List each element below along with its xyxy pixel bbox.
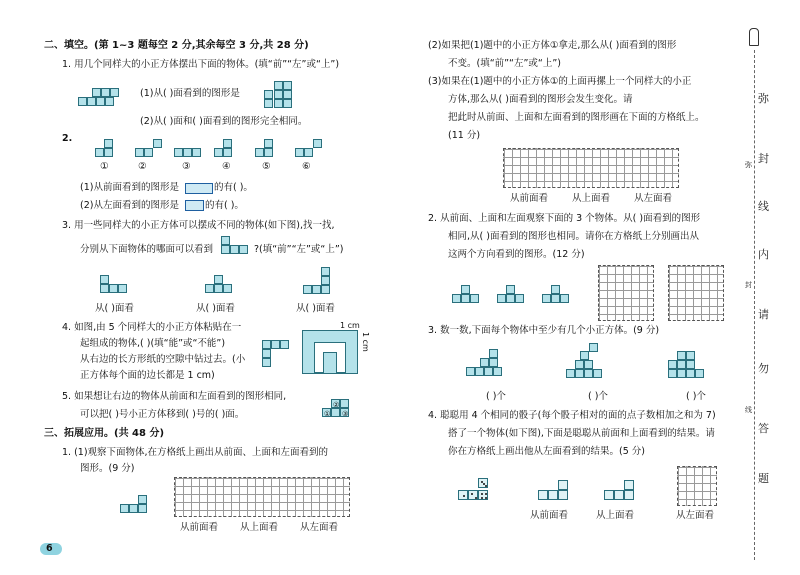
q2-a: (1)从前面看到的图形是 [80,182,179,193]
r-q2-grid-2 [668,265,724,321]
q2-a-shape [185,183,213,194]
q2-num: 2. [62,133,73,144]
q4-unit-1: 1 cm [340,321,360,330]
r-q4-line-3: 你在方格纸上画出他从左面看到的结果。(5 分) [448,446,645,457]
q1-3-line-1: (3)如果在(1)题中的小正方体①的上面再摞上一个同样大的小正 [428,76,692,87]
q3-caption-1: 从( )面看 [95,303,134,314]
q1-3-caption-3: 从左面看 [634,193,673,204]
q5-line-1: 5. 如果想让右边的物体从前面和左面看到的图形相同, [62,391,287,402]
q2-figures [90,138,330,174]
rocket-icon [749,28,759,46]
q5-cube-label-3: ③ [342,410,349,418]
q2-label-5: ⑤ [262,161,271,172]
r-q3-figure-2 [566,342,622,386]
gutter-small-3: 线 [745,406,752,414]
r-q3-caption-2: ( )个 [588,391,608,402]
r-q2-line-1: 2. 从前面、上面和左面观察下面的 3 个物体。从( )面看到的图形 [428,213,701,224]
r-q4-caption-1: 从前面看 [530,510,569,521]
r-q4-line-1: 4. 聪聪用 4 个相同的骰子(每个骰子相对的面的点子数相加之和为 7) [428,410,716,421]
q3-caption-2: 从( )面看 [196,303,235,314]
q1-a-shape [264,81,294,109]
s3q1-grid [174,477,350,517]
q2-label-3: ③ [182,161,191,172]
r-q3-caption-3: ( )个 [686,391,706,402]
s3q1-caption-2: 从上面看 [240,522,279,533]
s3q1-object [120,488,160,516]
gutter-big-2: 封 [758,152,769,165]
q4-cube-figure [262,334,296,370]
gutter-big-4: 内 [758,248,769,261]
s3q1-line-2: 图形。(9 分) [80,463,135,474]
q3-figure-1 [100,270,140,298]
s3q1-line-1: 1. (1)观察下面物体,在方格纸上画出从前面、上面和左面看到的 [62,447,329,458]
q3-shape [221,236,251,256]
q3-figure-3 [303,265,343,299]
q3-figure-2 [205,270,245,298]
r-q2-grid-1 [598,265,654,321]
q4-line-2: 起组成的物体,( )(填“能”或“不能”) [80,338,226,349]
q2-a-tail: 的有( )。 [214,182,253,193]
r-q4-grid [677,466,717,506]
q3-text2: 分别从下面物体的哪面可以看到 [80,244,214,255]
gutter-big-3: 线 [758,200,769,213]
r-q2-line-2: 相同,从( )面看到的图形也相同。请你在方格纸上分别画出从 [448,231,699,242]
r-q2-figures [452,278,592,308]
q1-3-line-4: (11 分) [448,130,481,141]
r-q4-front-view [538,478,570,502]
r-q3-figure-1 [466,345,522,383]
r-q4-caption-3: 从左面看 [676,510,715,521]
q4-paper [302,330,358,374]
gutter-big-7: 答 [758,422,769,435]
q2-label-1: ① [100,161,109,172]
section3-title: 三、拓展应用。(共 48 分) [44,428,165,439]
gutter-big-8: 题 [758,472,769,485]
q2-b: (2)从左面看到的图形是 [80,200,179,211]
section2-title: 二、填空。(第 1~3 题每空 2 分,其余每空 3 分,共 28 分) [44,40,309,51]
r-q3-text: 3. 数一数,下面每个物体中至少有几个小正方体。(9 分) [428,325,660,336]
q4-line-1: 4. 如图,由 5 个同样大的小正方体粘贴在一 [62,322,242,333]
q3-caption-3: 从( )面看 [296,303,335,314]
r-q4-top-view [604,478,636,502]
q1-a: (1)从( )面看到的图形是 [140,88,240,99]
q2-b-tail: 的有( )。 [205,200,244,211]
q4-line-4: 正方体每个面的边长都是 1 cm) [80,370,215,381]
q1-3-grid [503,148,679,188]
q2-label-2: ② [138,161,147,172]
r-q4-line-2: 搭了一个物体(如下图),下面是聪聪从前面和上面看到的结果。请 [448,428,715,439]
binding-gutter [745,0,769,575]
q1-3-caption-2: 从上面看 [572,193,611,204]
r-q4-caption-2: 从上面看 [596,510,635,521]
s3q1-caption-3: 从左面看 [300,522,339,533]
q1-2-line-2: 不变。(填“前”“左”或“上”) [448,58,561,69]
q1-text: 1. 用几个同样大的小正方体摆出下面的物体。(填“前”“左”或“上”) [62,59,340,70]
q2-label-6: ⑥ [302,161,311,172]
r-q4-dice-object [458,466,494,506]
q1-object-figure [78,85,124,115]
q4-unit-2: 1 cm [361,332,370,352]
r-q2-line-3: 这两个方向看到的图形。(12 分) [448,249,585,260]
q1-3-line-3: 把此时从前面、上面和左面看到的图形画在下面的方格纸上。 [448,112,705,123]
q2-label-4: ④ [222,161,231,172]
q5-line-2: 可以把( )号小正方体移到( )号的( )面。 [80,409,245,420]
q1-b: (2)从( )面和( )面看到的图形完全相同。 [140,116,308,127]
q1-3-line-2: 方体,那么从( )面看到的图形会发生变化。请 [448,94,633,105]
q1-3-caption-1: 从前面看 [510,193,549,204]
gutter-big-5: 请 [758,308,769,321]
q1-2-line-1: (2)如果把(1)题中的小正方体①拿走,那么从( )面看到的图形 [428,40,677,51]
dashed-cut-line [754,50,755,560]
q3-text2-tail: ?(填“前”“左”或“上”) [254,244,344,255]
gutter-big-6: 勿 [758,362,769,375]
q2-b-shape [185,200,204,211]
page-number: 6 [46,543,53,554]
q5-cube-label-2: ② [333,401,340,409]
q4-line-3: 从右边的长方形纸的空隙中钻过去。(小 [80,354,246,365]
gutter-small-2: 封 [745,281,752,289]
r-q3-caption-1: ( )个 [486,391,506,402]
q3-text: 3. 用一些同样大的小正方体可以摆成不同的物体(如下图),找一找, [62,220,335,231]
gutter-big-1: 弥 [758,92,769,105]
s3q1-caption-1: 从前面看 [180,522,219,533]
r-q3-figure-3 [668,342,724,386]
q5-cube-label-1: ① [324,410,331,418]
gutter-small-1: 弥 [745,161,752,169]
